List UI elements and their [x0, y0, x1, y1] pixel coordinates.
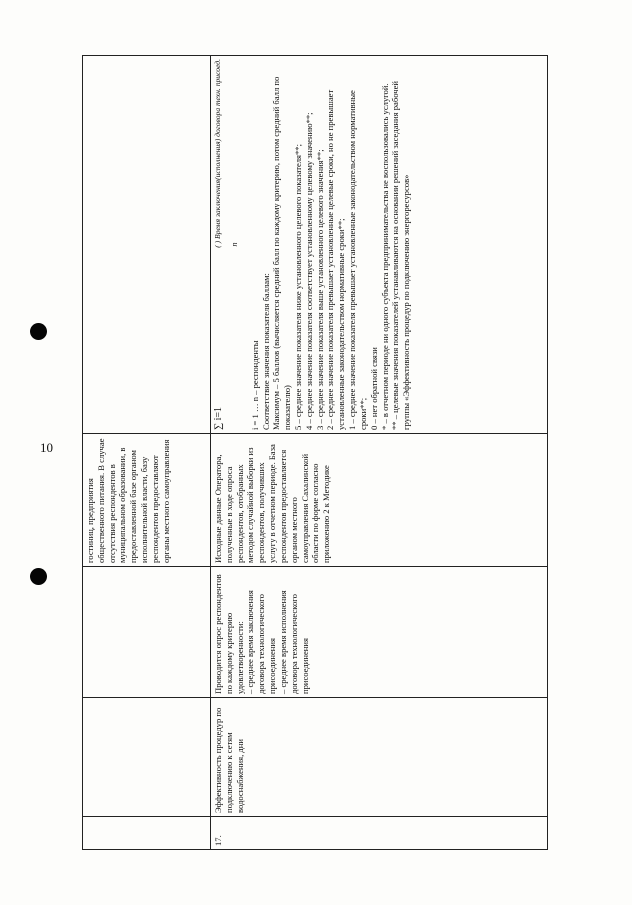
calc-line: 1 – среднее значение показателя превышает установленные законодательством нормативные сроки**; [347, 90, 368, 430]
calc-line: Максимум – 5 баллов (вычисляется средний балл по каждому критерию, потом средний балл по показателю) [271, 76, 293, 430]
method-line: – среднее время исполнения договора технологического присоединения [277, 590, 310, 694]
calc-line: i = 1 … n – респонденты [249, 340, 260, 430]
cell-indicator-17: Эффективность процедур по подключению к сетям водоснабжения, дни [211, 698, 548, 817]
cell-number-prev [83, 817, 211, 850]
page-number: 10 [40, 440, 53, 455]
calc-line: * – в отчетном периоде ни одного субъекта предпринимательства не воспользовались услугой. [379, 83, 390, 430]
calc-line: 5 – среднее значение показателя ниже установленного целевого показателя**; [292, 144, 303, 430]
cell-source-prev: гостиниц, предприятия общественного питания. В случае отсутствия респондентов в муниципальном образовании, в предоставленной базе органом исполнительной власти, базу респондентов предоставляют органы местного самоуправления [83, 434, 211, 567]
table-row-previous [83, 56, 211, 850]
formula-sigma: ∑ i=1 [213, 406, 224, 430]
calc-line: ** – целевые значения показателей устанавливаются на основании решений заседания рабочей группы «Эффективность процедур по подключению энергоресурсов» [390, 80, 412, 430]
table-row-17 [211, 56, 548, 850]
calc-line: 0 – нет обратной связи [368, 347, 379, 430]
punch-hole-bottom [30, 568, 47, 585]
cell-calculation-prev [83, 56, 211, 434]
method-line: Проводится опрос респондентов по каждому критерию удовлетворенности: [213, 574, 245, 694]
cell-method-17 [211, 567, 548, 698]
calc-line: 4 – среднее значение показателя соответствует установленному целевому значению**; [303, 112, 314, 430]
calc-line: Соответствие значения показателя баллам: [260, 273, 271, 430]
indicator-table [82, 55, 548, 850]
cell-source-17: Исходные данные Оператора, полученные в ходе опроса респондентов, отобранных методом случайной выборки из респондентов, получивших услугу в отчетном периоде. База респондентов предоставляется органом местного самоуправления Сахалинской области по форме согласно приложению 2 к Методике [211, 434, 548, 567]
rotated-table [82, 56, 547, 850]
calc-line: 2 – среднее значение показателя превышает установленные целевые сроки, но не превышает установленные законодательством нормативные сроки**; [325, 89, 347, 430]
calc-line: 3 – среднее значение показателя выше установленного целевого значения**; [314, 149, 325, 430]
cell-number-17: 17. [211, 817, 548, 850]
formula-numerator: ( ) Время заключения(исполнения) договора техн. присоед. [213, 59, 222, 248]
cell-calculation-17 [211, 56, 548, 434]
cell-indicator-prev [83, 698, 211, 817]
cell-method-prev [83, 567, 211, 698]
method-line: – среднее время заключения договора технологического присоединения [245, 590, 278, 694]
formula-denominator: n [229, 242, 239, 247]
punch-hole-top [30, 323, 47, 340]
formula [213, 59, 226, 430]
